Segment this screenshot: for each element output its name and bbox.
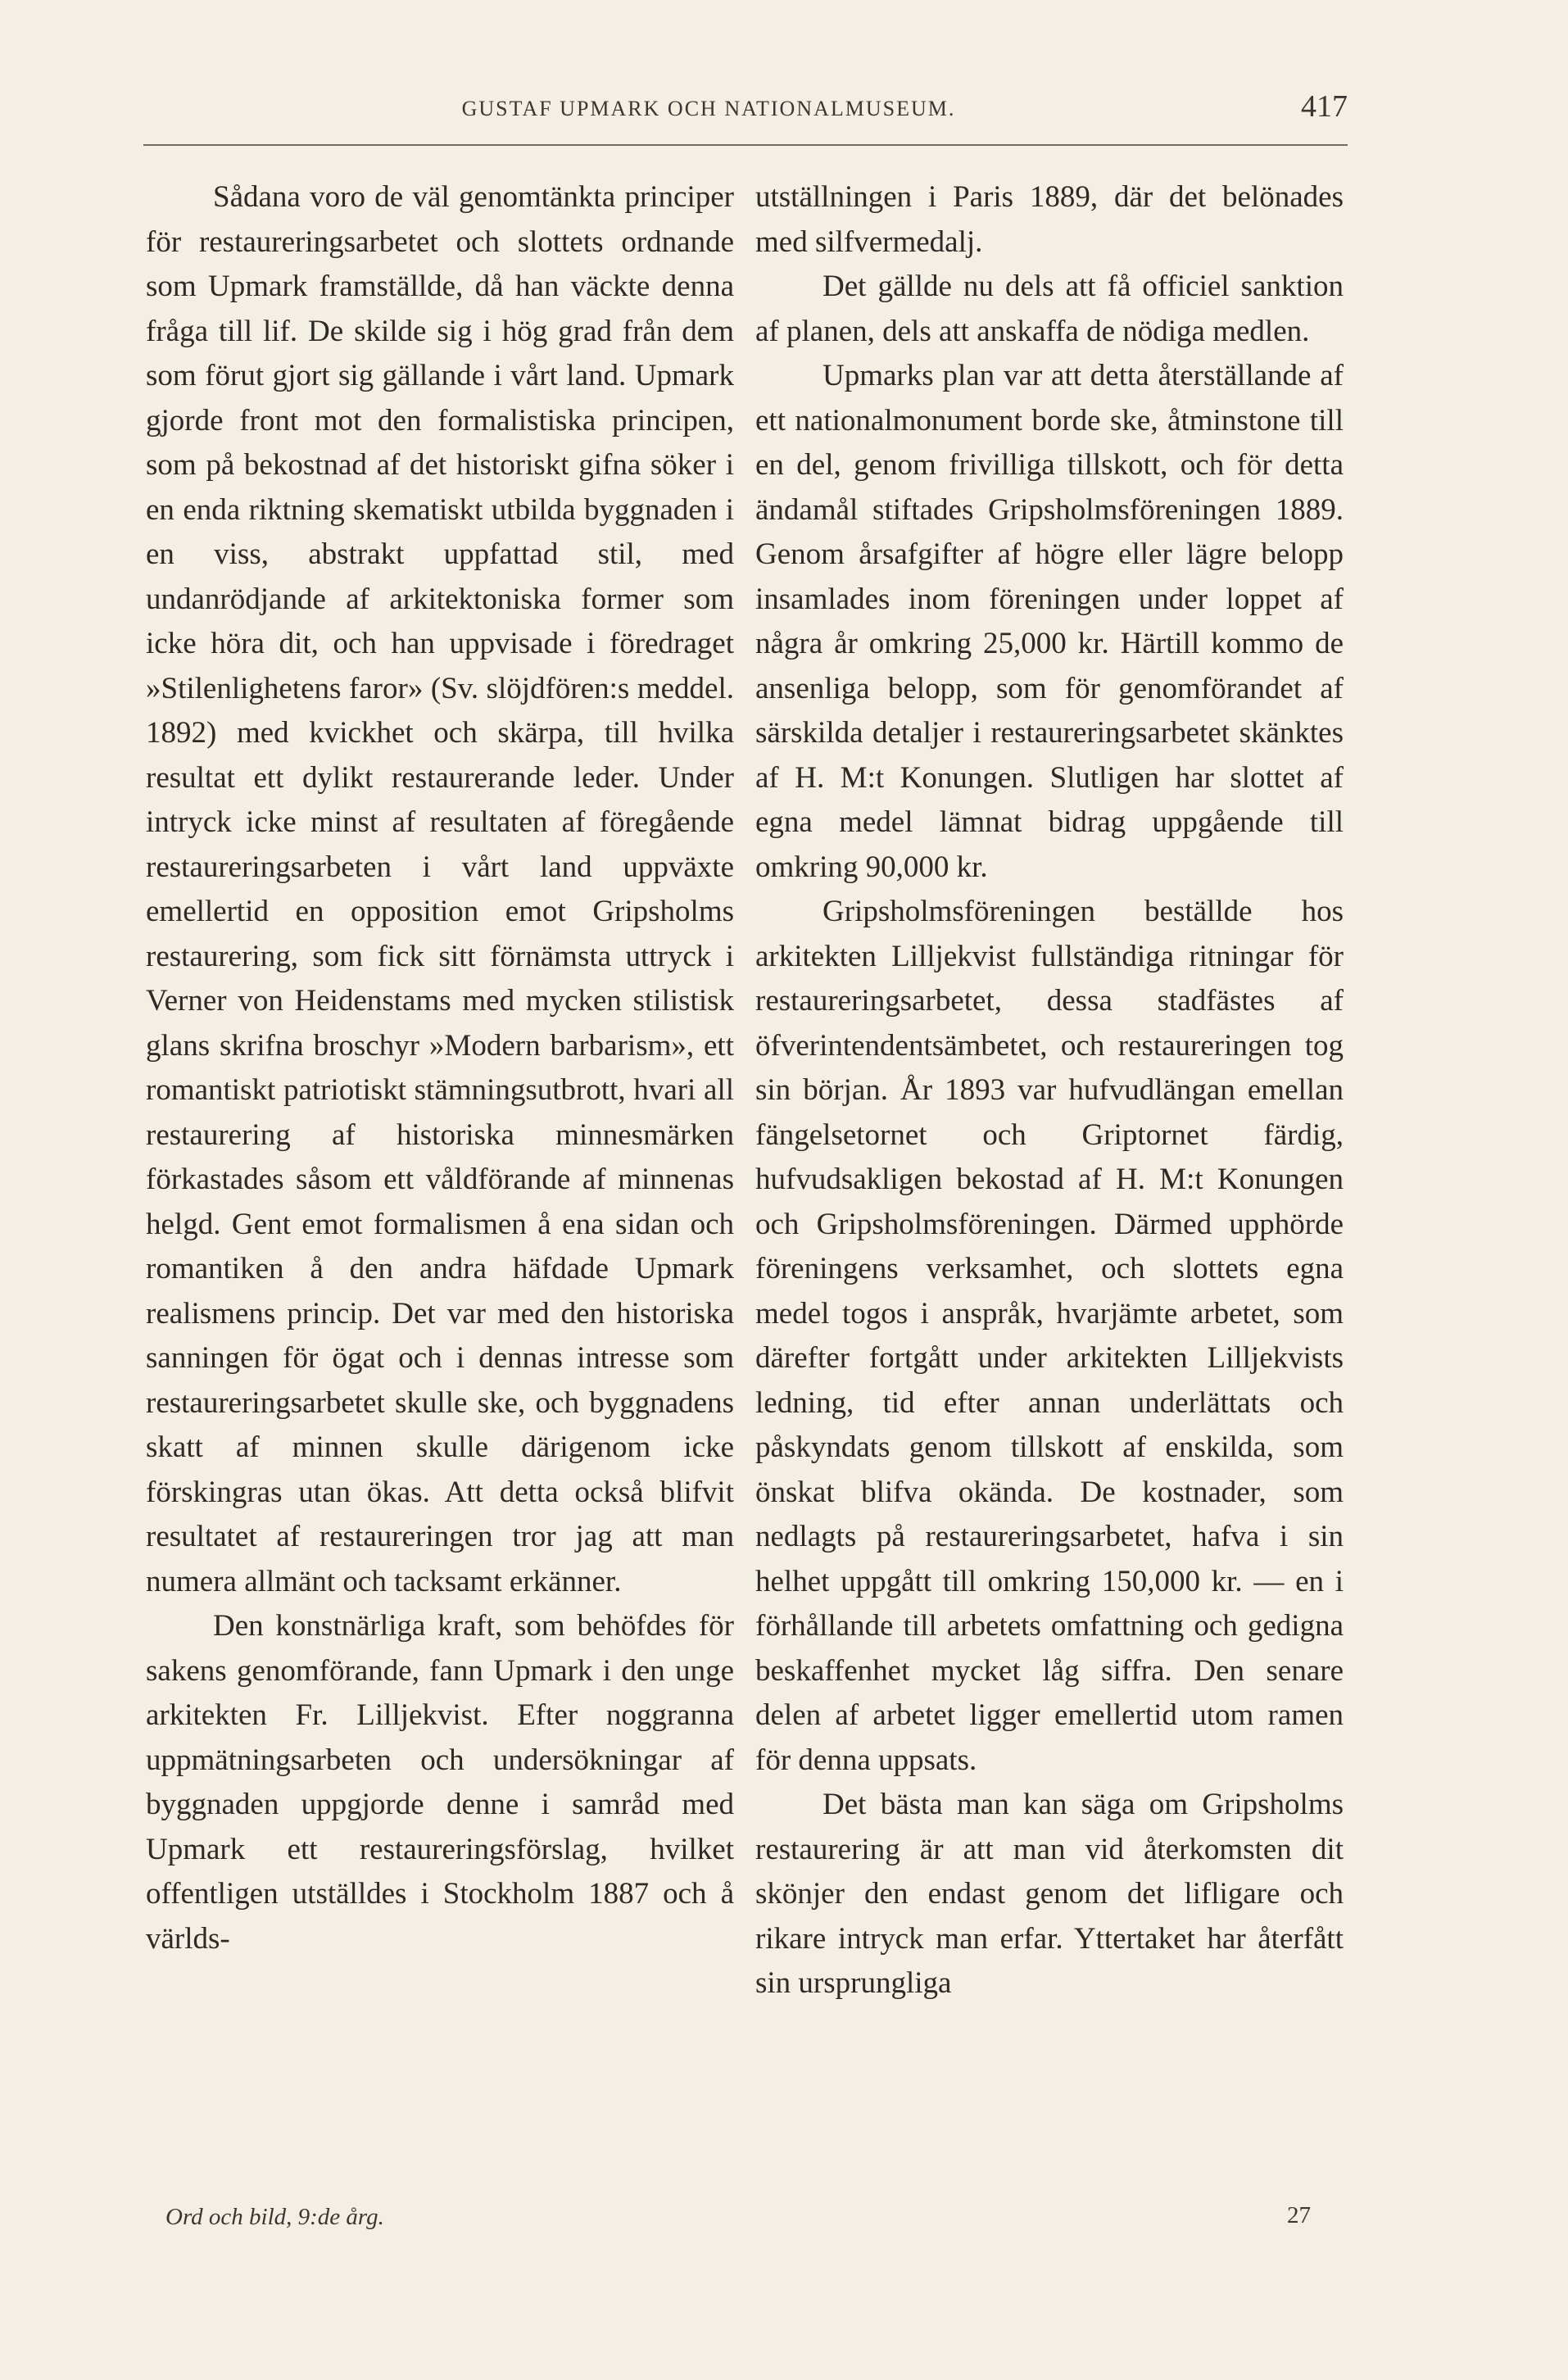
page-number: 417	[1301, 89, 1348, 124]
paragraph: Det gällde nu dels att få officiel sanktion af planen, dels att anskaffa de nödiga medlen.	[755, 270, 1344, 348]
paragraph: Upmarks plan var att detta återställande af ett nationalmonument borde ske, åtminstone till en del, genom frivilliga tillskott, och för detta ändamål stiftades Gripsholmsföreningen 1889. Genom årsafgifter af högre eller lägre belopp insamlades inom föreningen under loppet af några år omkring 25,000 kr. Härtill kommo de ansenliga belopp, som för genomförandet af särskilda detaljer i restaureringsarbetet skänktes af H. M:t Konungen. Slutligen har slottet af egna medel lämnat bidrag uppgående till omkring 90,000 kr.	[755, 359, 1344, 884]
paragraph: Den konstnärliga kraft, som behöfdes för sakens genomförande, fann Upmark i den unge arkitekten Fr. Lilljekvist. Efter noggranna uppmätningsarbeten och undersökningar af byggnaden uppgjorde denne i samråd med Upmark ett restaureringsförslag, hvilket offentligen utställdes i Stockholm 1887 och å världs-	[146, 1609, 734, 1956]
right-text-column	[755, 175, 1344, 2006]
paragraph: Gripsholmsföreningen beställde hos arkitekten Lilljekvist fullständiga ritningar för restaureringsarbetet, dessa stadfästes af öfverintendentsämbetet, och restaureringen tog sin början. År 1893 var hufvudlängan emellan fängelsetornet och Griptornet färdig, hufvudsakligen bekostad af H. M:t Konungen och Gripsholmsföreningen. Därmed upphörde föreningens verksamhet, och slottets egna medel togos i anspråk, hvarjämte arbetet, som därefter fortgått under arkitekten Lilljekvists ledning, tid efter annan underlättats och påskyndats genom tillskott af enskilda, som önskat blifva okända. De kostnader, som nedlagts på restaureringsarbetet, hafva i sin helhet uppgått till omkring 150,000 kr. — en i förhållande till arbetets omfattning och gedigna beskaffenhet mycket låg siffra. Den senare delen af arbetet ligger emellertid utom ramen för denna uppsats.	[755, 895, 1344, 1777]
paragraph: Det bästa man kan säga om Gripsholms restaurering är att man vid återkomsten dit skönjer den endast genom det lifligare och rikare intryck man erfar. Yttertaket har återfått sin ursprungliga	[755, 1788, 1344, 2000]
paragraph: Sådana voro de väl genomtänkta principer för restaureringsarbetet och slottets ordnande som Upmark framställde, då han väckte denna fråga till lif. De skilde sig i hög grad från dem som förut gjort sig gällande i vårt land. Upmark gjorde front mot den formalistiska principen, som på bekostnad af det historiskt gifna söker i en enda riktning skematiskt utbilda byggnaden i en viss, abstrakt uppfattad stil, med undanrödjande af arkitektoniska former som icke höra dit, och han uppvisade i föredraget »Stilenlighetens faror» (Sv. slöjdfören:s meddel. 1892) med kvickhet och skärpa, till hvilka resultat ett dylikt restaurerande leder. Under intryck icke minst af resultaten af föregående restaureringsarbeten i vårt land uppväxte emellertid en opposition emot Gripsholms restaurering, som fick sitt förnämsta uttryck i Verner von Heidenstams med mycken stilistisk glans skrifna broschyr »Modern barbarism», ett romantiskt patriotiskt stämningsutbrott, hvari all restaurering af historiska minnesmärken förkastades såsom ett våldförande af minnenas helgd. Gent emot formalismen å ena sidan och romantiken å den andra häfdade Upmark realismens princip. Det var med den historiska sanningen för ögat och i dennas intresse som restaureringsarbetet skulle ske, och byggnadens skatt af minnen skulle därigenom icke förskingras utan ökas. Att detta också blifvit resultatet af restaureringen tror jag att man numera allmänt och tacksamt erkänner.	[146, 180, 734, 1598]
publication-footer: Ord och bild, 9:de årg.	[165, 2204, 384, 2230]
running-header-title: GUSTAF UPMARK OCH NATIONALMUSEUM.	[461, 97, 956, 120]
signature-mark: 27	[1287, 2202, 1311, 2228]
paragraph-continuation: utställningen i Paris 1889, där det belönades med silfvermedalj.	[755, 180, 1344, 259]
header-rule	[143, 144, 1348, 146]
left-text-column	[146, 175, 734, 1961]
